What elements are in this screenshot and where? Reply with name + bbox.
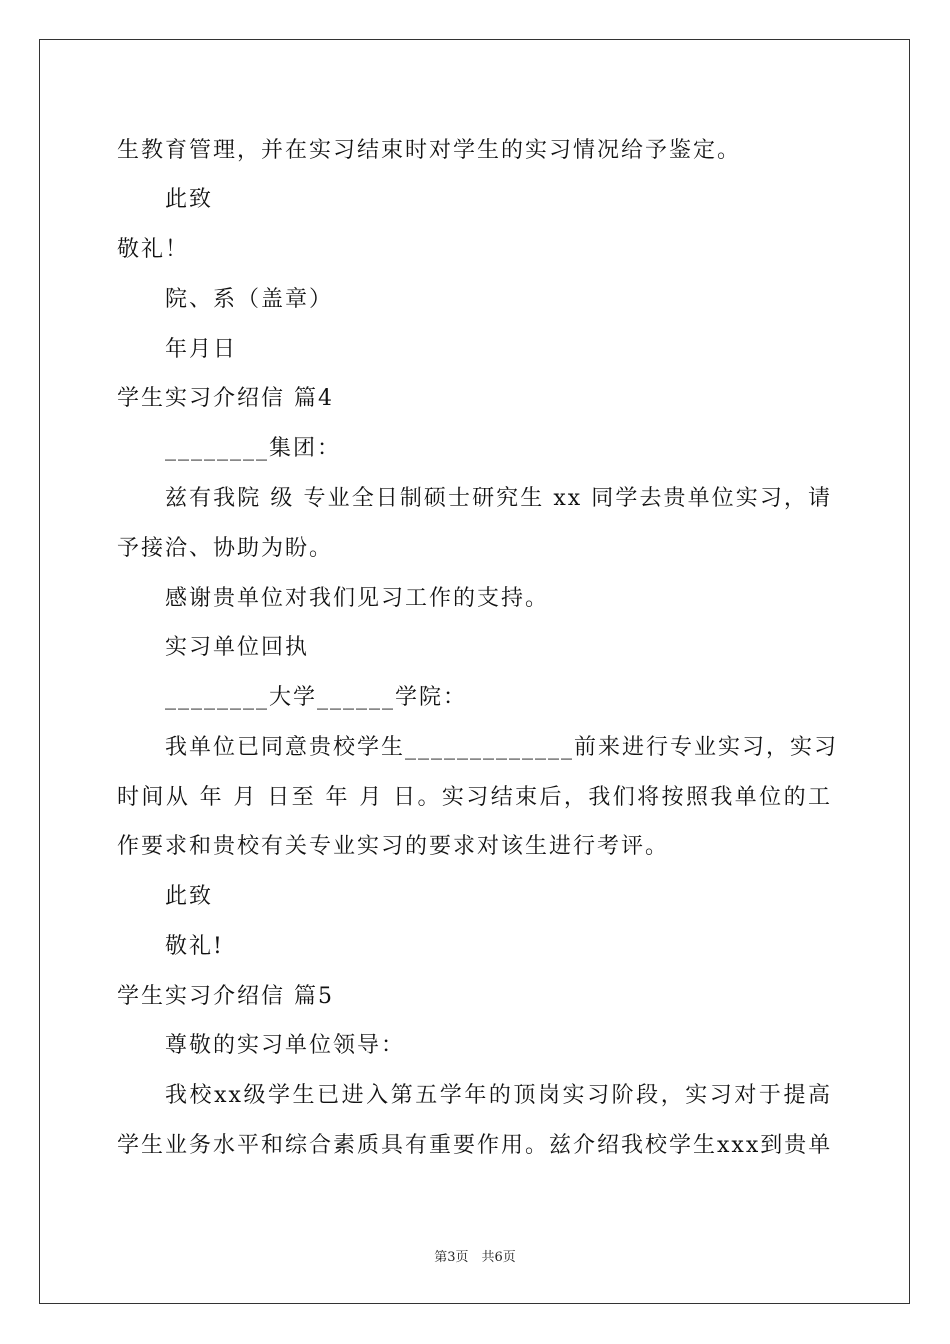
text-line: 予接洽、协助为盼。 <box>117 536 334 561</box>
text-line: 此致 <box>165 187 214 212</box>
section-heading: 学生实习介绍信 篇4 <box>117 386 334 411</box>
text-line: 作要求和贵校有关专业实习的要求对该生进行考评。 <box>117 834 670 859</box>
text-line: 敬礼! <box>165 934 224 959</box>
text-line: 我单位已同意贵校学生_____________前来进行专业实习，实习 <box>165 735 839 760</box>
page-number-footer: 第3页 共6页 <box>434 1250 516 1265</box>
text-line: 敬礼！ <box>117 237 190 262</box>
text-line: 年月日 <box>165 337 238 362</box>
text-line: 实习单位回执 <box>165 635 310 660</box>
text-line: 此致 <box>165 884 214 909</box>
text-line: 我校xx级学生已进入第五学年的顶岗实习阶段，实习对于提高 <box>165 1083 832 1108</box>
text-line: 时间从 年 月 日至 年 月 日。实习结束后，我们将按照我单位的工 <box>117 785 832 810</box>
section-heading: 学生实习介绍信 篇5 <box>117 984 334 1009</box>
text-line: 感谢贵单位对我们见习工作的支持。 <box>165 586 550 611</box>
text-line: 兹有我院 级 专业全日制硕士研究生 xx 同学去贵单位实习，请 <box>165 486 832 511</box>
text-line: 生教育管理，并在实习结束时对学生的实习情况给予鉴定。 <box>117 138 742 163</box>
salutation: 尊敬的实习单位领导： <box>165 1033 406 1058</box>
salutation: ________大学______学院： <box>165 685 468 710</box>
text-line: 院、系（盖章） <box>165 287 334 312</box>
text-line: 学生业务水平和综合素质具有重要作用。兹介绍我校学生xxx到贵单 <box>117 1133 833 1158</box>
salutation: ________集团： <box>165 436 342 461</box>
page-border <box>39 39 910 1304</box>
